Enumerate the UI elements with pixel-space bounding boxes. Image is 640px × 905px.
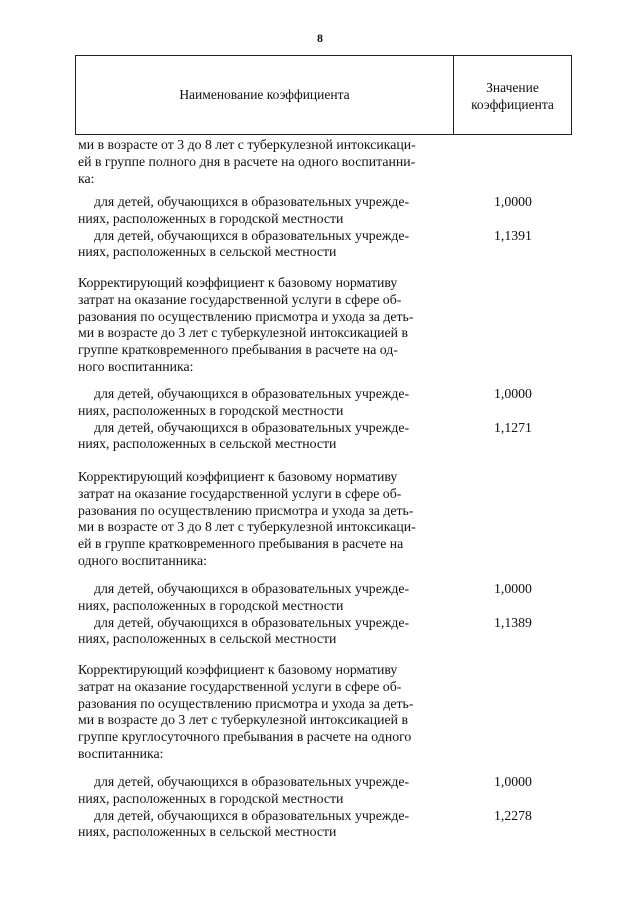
coefficient-value: 1,0000	[494, 194, 532, 209]
coefficient-value: 1,0000	[494, 386, 532, 401]
text-line: ка:	[78, 170, 95, 186]
text-line: Корректирующий коэффициент к базовому нормативу	[78, 275, 398, 290]
text-line: разования по осуществлению присмотра и ухода за деть-	[78, 502, 414, 518]
text-line: ми в возрасте от 3 до 8 лет с туберкулезной интоксикаци-	[78, 137, 416, 152]
coefficient-group-3	[78, 581, 568, 648]
text-line: затрат на оказание государственной услуги в сфере об-	[78, 678, 402, 694]
coefficient-value-header	[454, 56, 571, 134]
coefficient-group-4	[78, 774, 568, 841]
coefficient-row	[78, 420, 568, 454]
section-4-paragraph	[78, 662, 458, 763]
row-text: ниях, расположенных в городской местности	[78, 210, 344, 226]
section-3-paragraph	[78, 469, 458, 570]
row-text: для детей, обучающихся в образовательных учрежде-	[94, 419, 410, 435]
row-text: ниях, расположенных в городской местности	[78, 402, 344, 418]
text-line: Корректирующий коэффициент к базовому нормативу	[78, 469, 398, 484]
coefficient-group-2	[78, 386, 568, 453]
text-line: ми в возрасте до 3 лет с туберкулезной интоксикацией в	[78, 712, 409, 728]
coefficient-value: 1,1271	[494, 419, 532, 435]
table-header	[75, 55, 572, 135]
coefficient-row	[78, 386, 568, 420]
row-text: для детей, обучающихся в образовательных учрежде-	[94, 774, 410, 789]
text-line: Корректирующий коэффициент к базовому нормативу	[78, 662, 398, 677]
row-text: для детей, обучающихся в образовательных учрежде-	[94, 581, 410, 596]
coefficient-value: 1,1389	[494, 614, 532, 630]
value-header-line1: Значение	[486, 80, 539, 95]
text-line: ми в возрасте от 3 до 8 лет с туберкулезной интоксикаци-	[78, 519, 416, 535]
value-header-line2: коэффициента	[471, 97, 554, 112]
text-line: затрат на оказание государственной услуги в сфере об-	[78, 291, 402, 307]
text-line: ей в группе кратковременного пребывания в расчете на	[78, 536, 404, 552]
text-line: затрат на оказание государственной услуги в сфере об-	[78, 485, 402, 501]
page-number: 8	[317, 31, 323, 45]
coefficient-row	[78, 774, 568, 808]
text-line: одного воспитанника:	[78, 552, 207, 568]
coefficient-row	[78, 581, 568, 615]
text-line: группе круглосуточного пребывания в расчете на одного	[78, 729, 412, 745]
row-text: ниях, расположенных в сельской местности	[78, 244, 337, 260]
coefficient-value: 1,0000	[494, 774, 532, 789]
coefficient-row	[78, 808, 568, 842]
text-line: ного воспитанника:	[78, 358, 194, 374]
coefficient-row	[78, 615, 568, 649]
row-text: для детей, обучающихся в образовательных учрежде-	[94, 614, 410, 630]
row-text: ниях, расположенных в сельской местности	[78, 824, 337, 840]
text-line: разования по осуществлению присмотра и ухода за деть-	[78, 308, 414, 324]
coefficient-name-header: Наименование коэффициента	[76, 56, 454, 134]
text-line: разования по осуществлению присмотра и ухода за деть-	[78, 695, 414, 711]
row-text: ниях, расположенных в сельской местности	[78, 631, 337, 647]
coefficient-value: 1,0000	[494, 581, 532, 596]
row-text: для детей, обучающихся в образовательных учрежде-	[94, 386, 410, 401]
row-text: для детей, обучающихся в образовательных учрежде-	[94, 807, 410, 823]
coefficient-row	[78, 228, 568, 262]
coefficient-value: 1,2278	[494, 807, 532, 823]
row-text: для детей, обучающихся в образовательных учрежде-	[94, 194, 410, 209]
coefficient-row	[78, 194, 568, 228]
row-text: ниях, расположенных в городской местности	[78, 597, 344, 613]
text-line: ми в возрасте до 3 лет с туберкулезной интоксикацией в	[78, 325, 409, 341]
text-line: группе кратковременного пребывания в расчете на од-	[78, 342, 398, 358]
text-line: ей в группе полного дня в расчете на одного воспитанни-	[78, 153, 416, 169]
text-line: воспитанника:	[78, 745, 164, 761]
coefficient-value: 1,1391	[494, 227, 532, 243]
row-text: ниях, расположенных в сельской местности	[78, 436, 337, 452]
coefficient-group-1	[78, 194, 568, 261]
row-text: для детей, обучающихся в образовательных учрежде-	[94, 227, 410, 243]
section-2-paragraph	[78, 275, 458, 376]
intro-paragraph	[78, 137, 458, 187]
row-text: ниях, расположенных в городской местности	[78, 790, 344, 806]
